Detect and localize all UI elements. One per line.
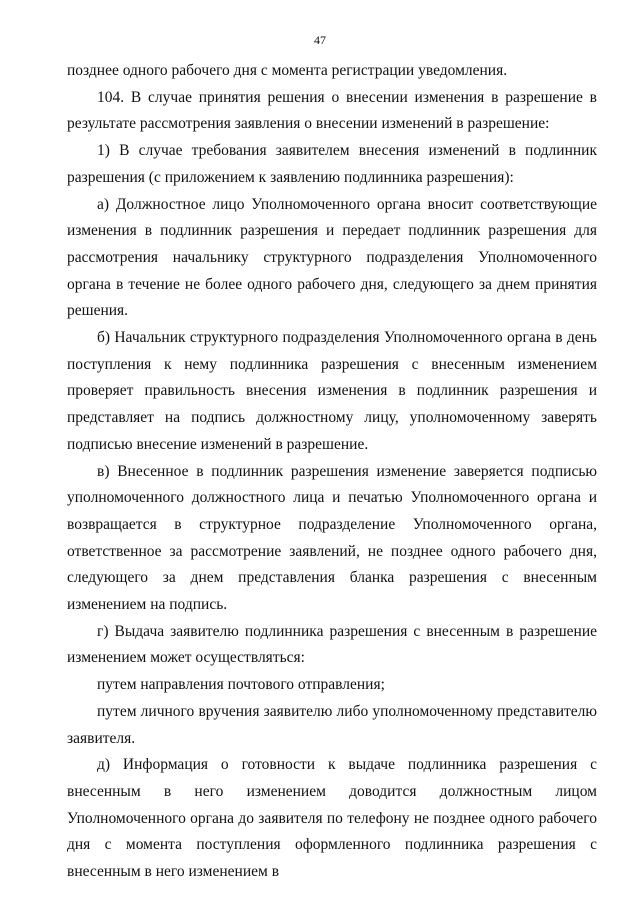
paragraph-delivery-mail: путем направления почтового отправления; xyxy=(97,676,385,694)
paragraph-subitem-d: д) Информация о готовности к выдаче подлинника разрешения с внесенным в него изменением доводится должностным лицом Уполномоченного органа до заявителя по телефону не позднее одного рабочего дня с момента поступления оформленного подлинника разрешения с внесенным в него изменением в xyxy=(67,756,597,881)
paragraph-subitem-v: в) Внесенное в подлинник разрешения изменение заверяется подписью уполномоченного должностного лица и печатью Уполномоченного органа и возвращается в структурное подразделение Уполномоченного органа, ответственное за рассмотрение заявлений, не позднее одного рабочего дня, следующего за днем представления бланка разрешения с внесенным изменением на подпись. xyxy=(67,462,597,614)
document-body xyxy=(67,58,597,886)
paragraph-continuation: позднее одного рабочего дня с момента регистрации уведомления. xyxy=(67,62,508,79)
paragraph-clause-104: 104. В случае принятия решения о внесении изменения в разрешение в результате рассмотрения заявления о внесении изменений в разрешение: xyxy=(67,88,597,133)
paragraph-subitem-b: б) Начальник структурного подразделения Уполномоченного органа в день поступления к нему подлинника разрешения с внесенным изменением проверяет правильность внесения изменения в подлинник разрешения и представляет на подпись должностному лицу, уполномоченному заверять подписью внесение изменений в разрешение. xyxy=(67,329,597,453)
paragraph-delivery-personal: путем личного вручения заявителю либо уполномоченному представителю заявителя. xyxy=(67,702,597,747)
page-number: 47 xyxy=(314,33,326,47)
paragraph-subitem-g: г) Выдача заявителю подлинника разрешения с внесенным в разрешение изменением может осуществляться: xyxy=(67,622,597,667)
paragraph-item-1: 1) В случае требования заявителем внесения изменений в подлинник разрешения (с приложением к заявлению подлинника разрешения): xyxy=(67,142,597,186)
paragraph-subitem-a: а) Должностное лицо Уполномоченного органа вносит соответствующие изменения в подлинник разрешения и передает подлинник разрешения для рассмотрения начальнику структурного подразделения Уполномоченного органа в течение не более одного рабочего дня, следующего за днем принятия решения. xyxy=(67,195,597,320)
